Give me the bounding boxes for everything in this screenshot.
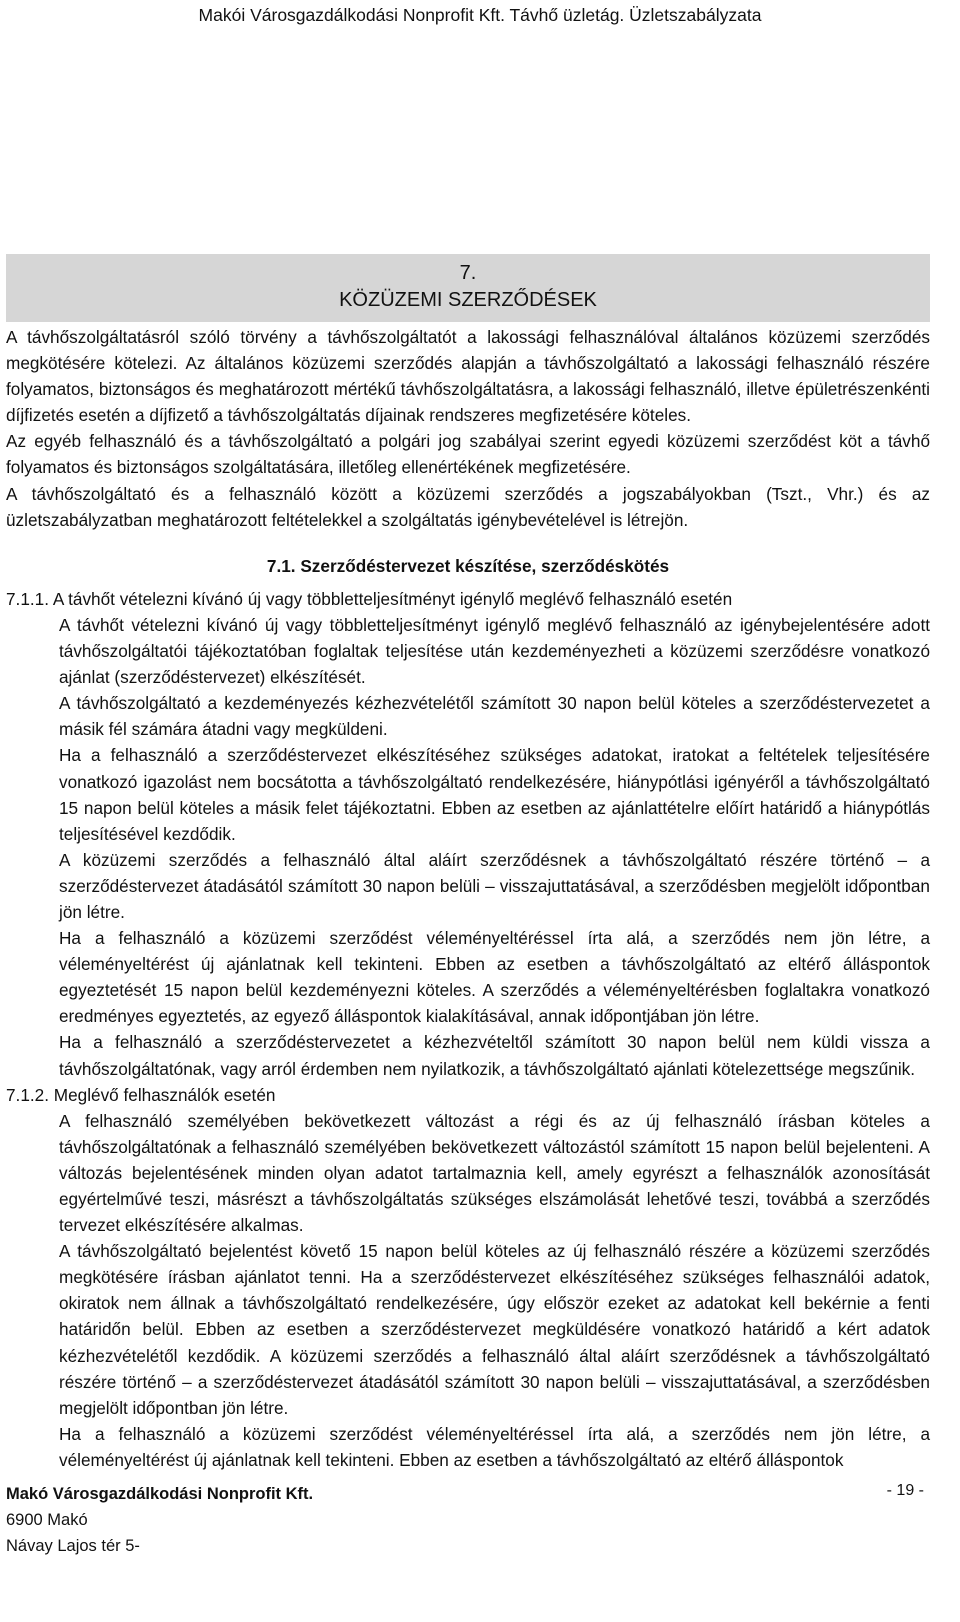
subsection-paragraph: A távhőszolgáltató a kezdeményezés kézhezvételétől számított 30 napon belül köteles a szerződéstervezetet a másik fél számára átadni vagy megküldeni. xyxy=(59,693,930,740)
chapter-number: 7. xyxy=(459,262,477,284)
subsection-paragraph: Ha a felhasználó a közüzemi szerződést véleményeltéréssel írta alá, a szerződés nem jön létre, a véleményeltérést új ajánlatnak kell tekinteni. Ebben az esetben a távhőszolgáltató az eltérő álláspontok xyxy=(59,1423,930,1470)
subsection-paragraph: A távhőt vételezni kívánó új vagy többletteljesítményt igénylő meglévő felhasználó az igénybejelentésére adott távhőszolgáltatói tájékoztatóban foglaltak teljesítése után kezdeményezheti a közüzemi szerződésre vonatkozó ajánlat (szerződéstervezet) elkészítését. xyxy=(59,614,930,688)
subsection-paragraph: Ha a felhasználó a szerződéstervezetet a kézhezvételtől számított 30 napon belül nem küldi vissza a távhőszolgáltatónak, vagy arról érdemben nem nyilatkozik, a távhőszolgáltató ajánlati kötelezettsége megszűnik. xyxy=(59,1032,930,1079)
page-number: - 19 - xyxy=(886,1482,924,1499)
footer-address xyxy=(6,1481,313,1559)
intro-paragraph: Az egyéb felhasználó és a távhőszolgáltató a polgári jog szabályai szerint egyedi közüzemi szerződést köt a távhő folyamatos és biztonságos szolgáltatására, illetőleg ellenértékének megfizetésére. xyxy=(6,431,930,478)
subsection-paragraph: A távhőszolgáltató bejelentést követő 15 napon belül köteles az új felhasználó részére a közüzemi szerződés megkötésére írásban ajánlatot tenni. Ha a szerződéstervezet elkészítéséhez szükséges felhasználói adatok, okiratok nem állnak a távhőszolgáltató rendelkezésére, úgy először ezeket az adatokat kell bekérnie a fenti határidőn belül. Ebben az esetben a szerződéstervezet megküldésére vonatkozó határidő a kért adatok kézhezvételétől kezdődik. A közüzemi szerződés a felhasználó által aláírt szerződésnek a távhőszolgáltató részére történő – a szerződéstervezet átadásától számított 30 napon belüli – visszajuttatásával, a szerződésben megjelölt időpontban jön létre. xyxy=(59,1241,930,1418)
chapter-title: KÖZÜZEMI SZERZŐDÉSEK xyxy=(339,289,597,311)
subsection-paragraph: Ha a felhasználó a közüzemi szerződést véleményeltéréssel írta alá, a szerződés nem jön létre, a véleményeltérést új ajánlatnak kell tekinteni. Ebben az esetben a távhőszolgáltató az eltérő álláspontok egyeztetését 15 napon belül kezdeményezni köteles. A szerződés a véleményeltérésben foglaltakra vonatkozó eredményes egyeztetés, az egyező álláspontok kialakításával, annak időpontjában jön létre. xyxy=(59,928,930,1027)
document-body xyxy=(6,324,930,1473)
footer-city: 6900 Makó xyxy=(6,1511,88,1529)
footer-street: Návay Lajos tér 5- xyxy=(6,1537,140,1555)
section-title: 7.1. Szerződéstervezet készítése, szerződéskötés xyxy=(266,555,670,576)
footer-company: Makó Városgazdálkodási Nonprofit Kft. xyxy=(6,1485,314,1503)
running-header: Makói Városgazdálkodási Nonprofit Kft. Távhő üzletág. Üzletszabályzata xyxy=(198,5,762,25)
chapter-heading xyxy=(6,254,930,322)
intro-paragraph: A távhőszolgáltató és a felhasználó között a közüzemi szerződés a jogszabályokban (Tszt., Vhr.) és az üzletszabályzatban meghatározott feltételekkel a szolgáltatás igénybevételével is létrejön. xyxy=(6,483,930,530)
subsection-heading: 7.1.1. A távhőt vételezni kívánó új vagy többletteljesítményt igénylő meglévő felhasználó esetén xyxy=(6,588,733,609)
subsection-heading: 7.1.2. Meglévő felhasználók esetén xyxy=(6,1084,276,1105)
subsection-paragraph: A közüzemi szerződés a felhasználó által aláírt szerződésnek a távhőszolgáltató részére történő – a szerződéstervezet átadásától számított 30 napon belüli – visszajuttatásával, a szerződésben megjelölt időpontban jön létre. xyxy=(59,849,930,922)
subsection-paragraph: A felhasználó személyében bekövetkezett változást a régi és az új felhasználó írásban köteles a távhőszolgáltatónak a felhasználó személyében bekövetkezett változástól számított 15 napon belül bejelenteni. A változás bejelentésének minden olyan adatot tartalmaznia kell, amely egyrészt a felhasználók azonosítását egyértelművé teszi, másrészt a távhőszolgáltatás szükséges elszámolását lehetővé teszi, továbbá a szerződés tervezet elkészítésére alkalmas. xyxy=(59,1110,930,1236)
subsection-paragraph: Ha a felhasználó a szerződéstervezet elkészítéséhez szükséges adatokat, iratokat a feltételek teljesítésére vonatkozó igazolást nem bocsátotta a távhőszolgáltató rendelkezésére, hiánypótlási igényéről a távhőszolgáltató 15 napon belül köteles a másik felet tájékoztatni. Ebben az esetben az ajánlattételre előírt határidő a hiánypótlás teljesítésével kezdődik. xyxy=(59,745,930,844)
intro-paragraph: A távhőszolgáltatásról szóló törvény a távhőszolgáltatót a lakossági felhasználóval általános közüzemi szerződés megkötésére kötelezi. Az általános közüzemi szerződés alapján a távhőszolgáltató a lakossági felhasználó részére folyamatos, biztonságos és meghatározott mértékű távhőszolgáltatásra, a lakossági felhasználó, illetve épületrészenkénti díjfizetés esetén a díjfizető a távhőszolgáltatás díjainak rendszeres megfizetésére köteles. xyxy=(6,327,930,426)
